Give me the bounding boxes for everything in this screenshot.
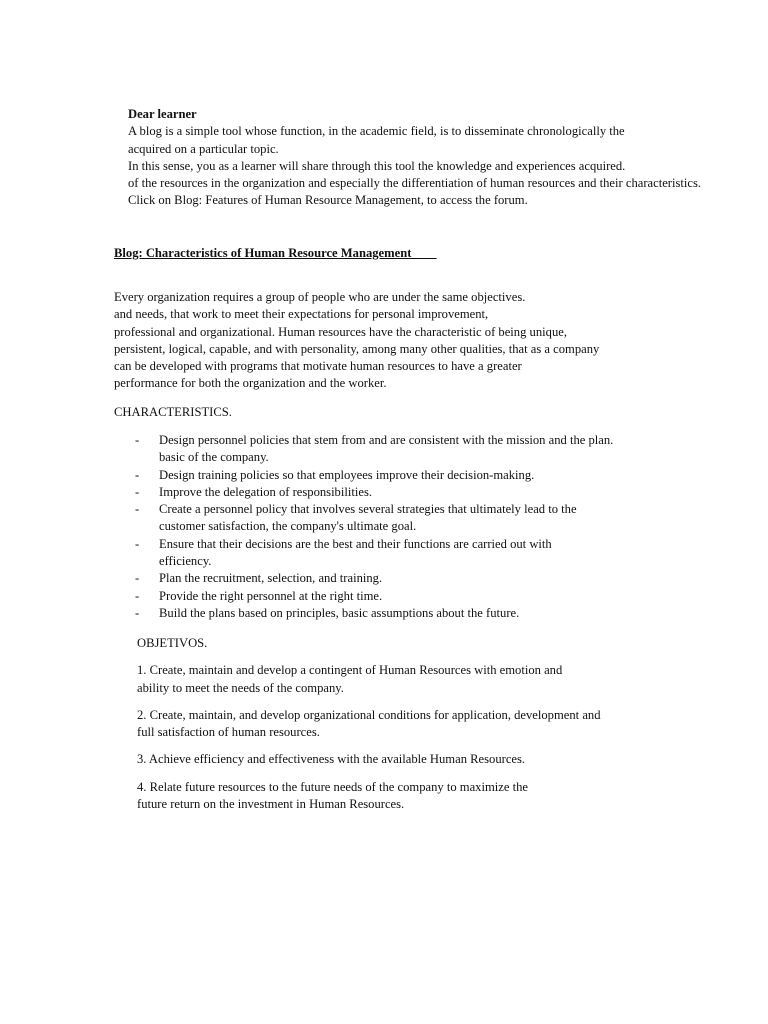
characteristics-list xyxy=(135,432,655,622)
intro-line: In this sense, you as a learner will share through this tool the knowledge and experiences acquired. xyxy=(128,158,626,173)
list-item-text: customer satisfaction, the company's ultimate goal. xyxy=(159,519,417,534)
intro-section xyxy=(128,106,758,210)
list-item-text: Design personnel policies that stem from and are consistent with the mission and the plan. xyxy=(159,433,614,447)
list-item-text: Plan the recruitment, selection, and training. xyxy=(159,571,383,586)
list-item-text: Build the plans based on principles, basic assumptions about the future. xyxy=(159,605,520,620)
bullet-dash: - xyxy=(135,588,140,603)
bullet-dash: - xyxy=(135,484,140,499)
list-item-text: efficiency. xyxy=(159,554,212,569)
objective-text: 2. Create, maintain, and develop organizational conditions for application, development and xyxy=(137,707,601,722)
bullet-dash: - xyxy=(135,467,140,482)
list-item xyxy=(135,501,655,536)
objective-item xyxy=(137,779,657,814)
objective-text: future return on the investment in Human Resources. xyxy=(137,797,405,812)
list-item-text: Create a personnel policy that involves several strategies that ultimately lead to the xyxy=(159,502,577,517)
list-item-text: Ensure that their decisions are the best and their functions are carried out with xyxy=(159,536,552,551)
objectives-heading: OBJETIVOS. xyxy=(137,636,208,650)
bullet-dash: - xyxy=(135,502,140,517)
objective-item xyxy=(137,662,657,697)
intro-line: Click on Blog: Features of Human Resource Management, to access the forum. xyxy=(128,193,528,208)
list-item-text: basic of the company. xyxy=(159,450,269,465)
paragraph-line: persistent, logical, capable, and with personality, among many other qualities, that as a company xyxy=(114,341,600,356)
objective-item xyxy=(137,751,657,768)
greeting: Dear learner xyxy=(128,107,197,121)
bullet-dash: - xyxy=(135,536,140,551)
characteristics-heading: CHARACTERISTICS. xyxy=(114,405,232,419)
intro-line: A blog is a simple tool whose function, in the academic field, is to disseminate chronologically the xyxy=(128,124,625,139)
paragraph-line: can be developed with programs that motivate human resources to have a greater xyxy=(114,359,522,374)
intro-line: acquired on a particular topic. xyxy=(128,141,279,156)
objective-item xyxy=(137,707,657,742)
list-item xyxy=(135,588,655,605)
list-item xyxy=(135,467,655,484)
list-item-text: Improve the delegation of responsibilities. xyxy=(159,484,372,499)
paragraph-line: performance for both the organization and the worker. xyxy=(114,376,387,391)
paragraph-line: professional and organizational. Human resources have the characteristic of being unique, xyxy=(114,324,567,339)
objective-text: 1. Create, maintain and develop a contingent of Human Resources with emotion and xyxy=(137,663,563,678)
objective-text: 4. Relate future resources to the future needs of the company to maximize the xyxy=(137,779,528,794)
objective-text: 3. Achieve efficiency and effectiveness with the available Human Resources. xyxy=(137,752,526,767)
list-item xyxy=(135,484,655,501)
list-item xyxy=(135,536,655,571)
objectives-section xyxy=(137,635,657,823)
list-item xyxy=(135,605,655,622)
bullet-dash: - xyxy=(135,605,140,620)
objective-text: ability to meet the needs of the company. xyxy=(137,680,344,695)
body-paragraph xyxy=(114,289,734,393)
paragraph-line: and needs, that work to meet their expectations for personal improvement, xyxy=(114,307,489,322)
blog-title: Blog: Characteristics of Human Resource Management xyxy=(114,246,437,260)
intro-line: of the resources in the organization and especially the differentiation of human resources and their characteristics. xyxy=(128,176,702,191)
list-item xyxy=(135,570,655,587)
list-item-text: Provide the right personnel at the right time. xyxy=(159,588,383,603)
list-item-text: Design training policies so that employees improve their decision-making. xyxy=(159,467,535,482)
bullet-dash: - xyxy=(135,433,140,447)
paragraph-line: Every organization requires a group of people who are under the same objectives. xyxy=(114,290,526,304)
objective-text: full satisfaction of human resources. xyxy=(137,725,320,740)
list-item xyxy=(135,432,655,467)
bullet-dash: - xyxy=(135,571,140,586)
